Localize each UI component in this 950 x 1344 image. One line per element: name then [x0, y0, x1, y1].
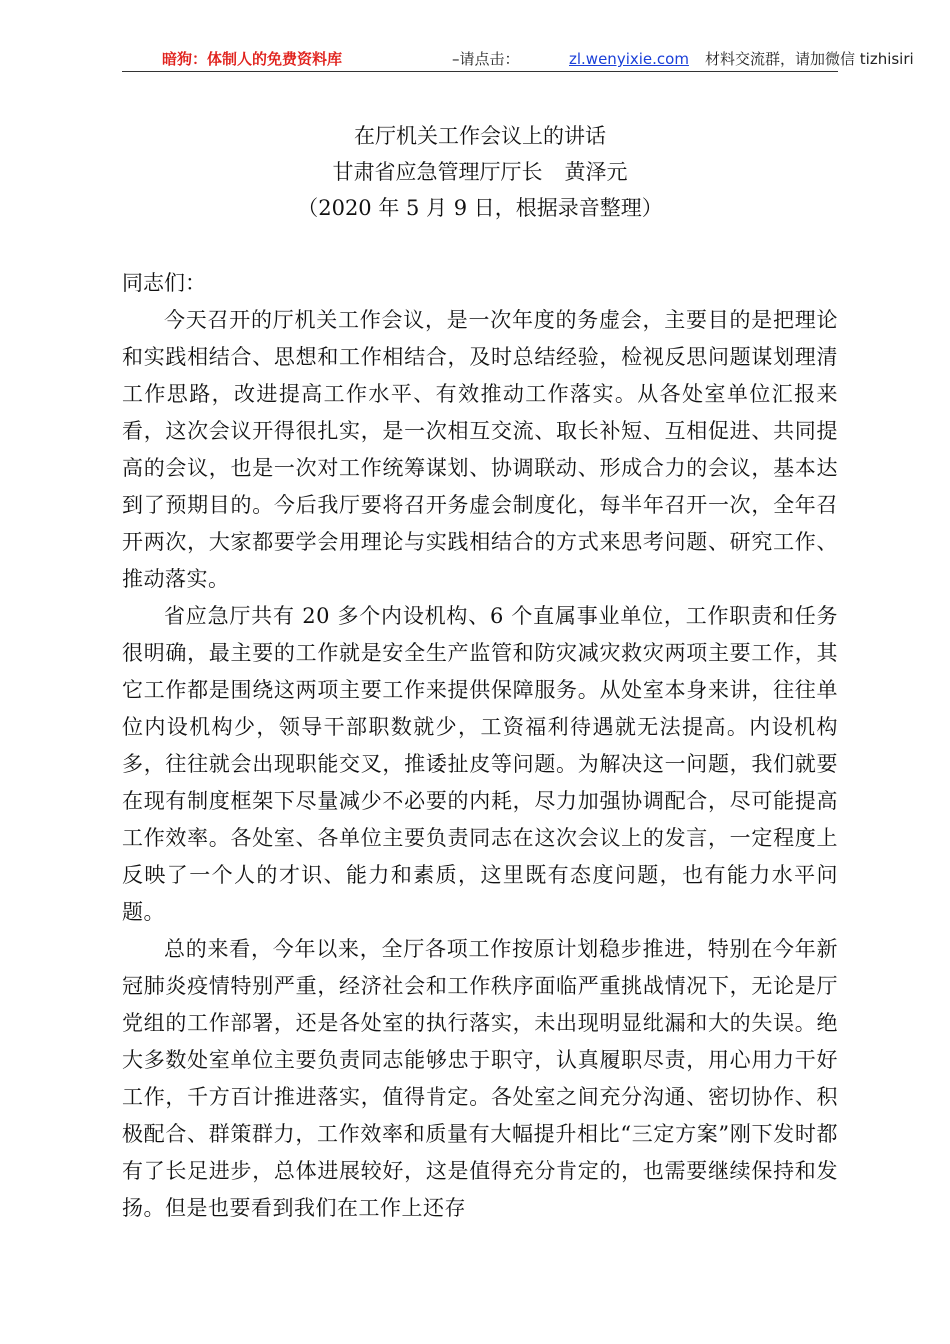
header-note-text: 材料交流群，请加微信 tizhisiri: [705, 50, 914, 68]
header-prompt-text: –请点击：: [452, 50, 520, 68]
document-author: [122, 154, 838, 190]
document-body: [122, 302, 838, 1227]
title-block: [122, 118, 838, 226]
header-link[interactable]: zl.wenyixie.com: [569, 50, 689, 68]
author-name: 黄泽元: [564, 160, 628, 184]
body-paragraph-2: 省应急厅共有 20 多个内设机构、6 个直属事业单位，工作职责和任务很明确，最主要的工作就是安全生产监管和防灾减灾救灾两项主要工作，其它工作都是围绕这两项主要工作来提供保障服务。从处室本身来讲，往往单位内设机构少，领导干部职数就少，工资福利待遇就无法提高。内设机构多，往往就会出现职能交叉，推诿扯皮等问题。为解决这一问题，我们就要在现有制度框架下尽量减少不必要的内耗，尽力加强协调配合，尽可能提高工作效率。各处室、各单位主要负责同志在这次会议上的发言，一定程度上反映了一个人的才识、能力和素质，这里既有态度问题，也有能力水平问题。: [122, 604, 838, 924]
body-paragraph-1: 今天召开的厅机关工作会议，是一次年度的务虚会，主要目的是把理论和实践相结合、思想和工作相结合，及时总结经验，检视反思问题谋划理清工作思路，改进提高工作水平、有效推动工作落实。从各处室单位汇报来看，这次会议开得很扎实，是一次相互交流、取长补短、互相促进、共同提高的会议，也是一次对工作统筹谋划、协调联动、形成合力的会议，基本达到了预期目的。今后我厅要将召开务虚会制度化，每半年召开一次，全年召开两次，大家都要学会用理论与实践相结合的方式来思考问题、研究工作、推动落实。: [122, 308, 838, 591]
body-paragraph-3: 总的来看，今年以来，全厅各项工作按原计划稳步推进，特别在今年新冠肺炎疫情特别严重，经济社会和工作秩序面临严重挑战情况下，无论是厅党组的工作部署，还是各处室的执行落实，未出现明显纰漏和大的失误。绝大多数处室单位主要负责同志能够忠于职守，认真履职尽责，用心用力干好工作，千方百计推进落实，值得肯定。各处室之间充分沟通、密切协作、积极配合、群策群力，工作效率和质量有大幅提升相比“三定方案”刚下发时都有了长足进步，总体进展较好，这是值得充分肯定的，也需要继续保持和发扬。但是也要看到我们在工作上还存: [122, 937, 838, 1220]
document-title: 在厅机关工作会议上的讲话: [354, 124, 606, 148]
author-org: 甘肃省应急管理厅厅长: [332, 160, 543, 184]
page-header: [122, 48, 914, 70]
salutation: 同志们：: [122, 271, 206, 295]
document-source-note: （2020 年 5 月 9 日，根据录音整理）: [297, 196, 663, 220]
header-divider: [122, 71, 838, 72]
header-brand-text: 暗狗：体制人的免费资料库: [162, 50, 343, 68]
